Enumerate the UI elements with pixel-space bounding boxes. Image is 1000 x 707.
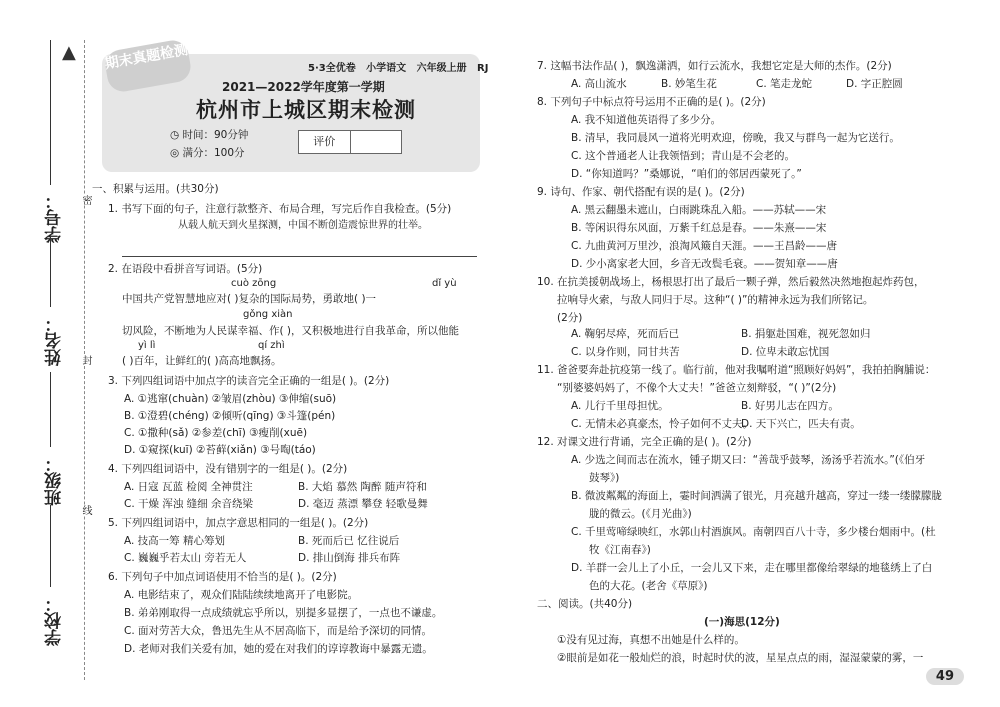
question-3: 3. 下列四组词语中加点字的读音完全正确的一组是( )。(2分) xyxy=(108,375,390,387)
q2-line-3: ( )百年，让鲜红的( )高高地飘扬。 xyxy=(122,355,282,367)
page-number: 49 xyxy=(926,668,964,685)
name-line xyxy=(50,235,51,307)
evaluation-box xyxy=(298,130,402,154)
q2-line-1: 中国共产党智慧地应对( )复杂的国际局势，勇敢地( )一 xyxy=(122,293,377,305)
student-id-label: 学号： xyxy=(45,192,65,243)
q11-option-a[interactable]: A. 儿行千里母担忧。 xyxy=(571,400,669,412)
q5-option-c[interactable]: C. 巍巍乎若太山 旁若无人 xyxy=(124,552,247,564)
part1-heading: 一、积累与运用。(共30分) xyxy=(92,183,219,195)
q10-option-d[interactable]: D. 位卑未敢忘忧国 xyxy=(741,346,830,358)
exam-time: ◷ 时间：90分钟 xyxy=(170,129,249,141)
school-year: 2021—2022学年度第一学期 xyxy=(222,80,385,94)
q5-option-a[interactable]: A. 技高一筹 精心筹划 xyxy=(124,535,226,547)
q3-option-c[interactable]: C. ①撒种(sǎ) ②参差(chī) ③瘦削(xuē) xyxy=(124,427,308,439)
exam-title: 杭州市上城区期末检测 xyxy=(196,98,416,122)
final-exam-badge: 期末真题检测 xyxy=(103,38,193,94)
seal-mark-xian: 线 xyxy=(80,505,91,515)
q5-option-d[interactable]: D. 排山倒海 排兵布阵 xyxy=(298,552,401,564)
question-12: 12. 对课文进行背诵，完全正确的是( )。(2分) xyxy=(537,436,752,448)
evaluation-label: 评价 xyxy=(299,131,351,153)
q5-option-b[interactable]: B. 死而后已 忆往说后 xyxy=(298,535,400,547)
q2-line-2: 切风险，不断地为人民谋幸福、作( )，又积极地进行自我革命，所以他能 xyxy=(122,325,460,337)
q1-sentence: 从载人航天到火星探测，中国不断创造震惊世界的壮举。 xyxy=(178,220,428,231)
q6-option-a[interactable]: A. 电影结束了，观众们陆陆续续地离开了电影院。 xyxy=(124,589,359,601)
q9-option-c[interactable]: C. 九曲黄河万里沙，浪淘风簸自天涯。——王昌龄——唐 xyxy=(571,240,838,252)
series-info: 5·3全优卷 小学语文 六年级上册 RJ xyxy=(308,63,489,74)
q8-option-c[interactable]: C. 这个普通老人让我领悟到；青山是不会老的。 xyxy=(571,150,796,162)
q4-option-d[interactable]: D. 毫迈 蒸漂 攀登 轻歌曼舞 xyxy=(298,498,428,510)
question-10-line-3: (2分) xyxy=(557,312,583,324)
reading-paragraph-1: ①没有见过海，真想不出她是什么样的。 xyxy=(557,634,745,646)
question-8: 8. 下列句子中标点符号运用不正确的是( )。(2分) xyxy=(537,96,766,108)
q11-option-d[interactable]: D. 天下兴亡，匹夫有责。 xyxy=(741,418,861,430)
q12-option-c[interactable]: C. 千里莺啼绿映红，水郭山村酒旗风。南朝四百八十寺，多少楼台烟雨中。(杜 xyxy=(571,526,936,538)
q7-option-b[interactable]: B. 妙笔生花 xyxy=(661,78,717,90)
question-11: 11. 爸爸要奔赴抗疫第一线了。临行前，他对我嘱咐道“照顾好妈妈”，我拍拍胸脯说： xyxy=(537,364,936,376)
question-11-line-2: “别婆婆妈妈了，不像个大丈夫！”爸爸立刻辩驳，“( )”(2分) xyxy=(557,382,837,394)
question-4: 4. 下列四组词语中，没有错别字的一组是( )。(2分) xyxy=(108,463,348,475)
q11-option-b[interactable]: B. 好男儿志在四方。 xyxy=(741,400,839,412)
q3-option-b[interactable]: B. ①澄碧(chéng) ②倾听(qīng) ③斗篷(pén) xyxy=(124,410,336,422)
q10-option-a[interactable]: A. 鞠躬尽瘁，死而后已 xyxy=(571,328,680,340)
question-10: 10. 在抗美援朝战场上，杨根思打出了最后一颗子弹，然后毅然决然地抱起炸药包， xyxy=(537,276,925,288)
q9-option-b[interactable]: B. 等闲识得东风面，万紫千红总是春。——朱熹——宋 xyxy=(571,222,827,234)
reading-title: (一)海思(12分) xyxy=(704,616,780,628)
q8-option-d[interactable]: D. “你知道吗？”桑娜说，“咱们的邻居西蒙死了。” xyxy=(571,168,802,180)
question-9: 9. 诗句、作家、朝代搭配有误的是( )。(2分) xyxy=(537,186,745,198)
q4-option-a[interactable]: A. 日寇 瓦蓝 检阅 全神贯注 xyxy=(124,481,253,493)
school-label: 学校： xyxy=(45,595,65,646)
question-10-line-2: 拉响导火索，与敌人同归于尽。这种“( )”的精神永远为我们所铭记。 xyxy=(557,294,874,306)
name-label: 姓名： xyxy=(45,315,65,366)
q2-pinyin-1: cuò zōng xyxy=(231,278,277,289)
q2-pinyin-3: gǒng xiàn xyxy=(243,309,293,320)
part2-heading: 二、阅读。(共40分) xyxy=(537,598,633,610)
q1-writing-line[interactable] xyxy=(122,238,477,257)
q4-option-b[interactable]: B. 大焰 慕然 陶醉 随声符和 xyxy=(298,481,427,493)
question-6: 6. 下列句子中加点词语使用不恰当的是( )。(2分) xyxy=(108,571,337,583)
q12-option-a[interactable]: A. 少选之间而志在流水，锺子期又曰：“善哉乎鼓琴，汤汤乎若流水。”(《伯牙 xyxy=(571,454,926,466)
q4-option-c[interactable]: C. 干燥 浑浊 缝细 余音绕梁 xyxy=(124,498,254,510)
q8-option-b[interactable]: B. 清早，我同晨风一道将光明欢迎，傍晚，我又与群鸟一起为它送行。 xyxy=(571,132,900,144)
reading-paragraph-2: ②眼前是如花一般灿烂的浪，时起时伏的波，星星点点的雨，湿湿蒙蒙的雾，一 xyxy=(557,652,924,664)
q8-option-a[interactable]: A. 我不知道他英语得了多少分。 xyxy=(571,114,722,126)
question-7: 7. 这幅书法作品( )，飘逸潇洒，如行云流水，我想它定是大师的杰作。(2分) xyxy=(537,60,892,72)
q9-option-d[interactable]: D. 少小离家老大回，乡音无改鬓毛衰。——贺知章——唐 xyxy=(571,258,838,270)
q6-option-c[interactable]: C. 面对劳苦大众，鲁迅先生从不居高临下，而是给予深切的同情。 xyxy=(124,625,433,637)
q12-option-b-cont: 胧的微云。(《月光曲》) xyxy=(589,508,692,520)
q12-option-c-cont: 牧《江南春》) xyxy=(589,544,651,556)
q2-pinyin-2: dǐ yù xyxy=(432,278,457,289)
student-id-line xyxy=(50,40,51,185)
q7-option-d[interactable]: D. 字正腔圆 xyxy=(846,78,903,90)
q3-option-a[interactable]: A. ①逃窜(chuàn) ②皱眉(zhòu) ③伸缩(suō) xyxy=(124,393,337,405)
seal-mark-feng: 封 xyxy=(80,355,91,365)
school-line xyxy=(50,505,51,587)
question-5: 5. 下列四组词语中，加点字意思相同的一组是( )。(2分) xyxy=(108,517,369,529)
q10-option-b[interactable]: B. 捐躯赴国难，视死忽如归 xyxy=(741,328,871,340)
rocket-icon: ▲ xyxy=(62,42,76,63)
q6-option-d[interactable]: D. 老师对我们关爱有加，她的爱在对我们的谆谆教诲中暴露无遗。 xyxy=(124,643,433,655)
q12-option-b[interactable]: B. 微波粼粼的海面上，霎时间洒满了银光，月亮越升越高，穿过一缕一缕朦朦胧 xyxy=(571,490,942,502)
q2-pinyin-5: qí zhì xyxy=(258,340,285,351)
q12-option-a-cont: 鼓琴》) xyxy=(589,472,620,484)
q6-option-b[interactable]: B. 弟弟刚取得一点成绩就忘乎所以，别提多显摆了，一点也不谦虚。 xyxy=(124,607,443,619)
evaluation-cell[interactable] xyxy=(351,131,402,153)
q7-option-c[interactable]: C. 笔走龙蛇 xyxy=(756,78,813,90)
exam-full-score: ◎ 满分：100分 xyxy=(170,147,245,159)
q10-option-c[interactable]: C. 以身作则，同甘共苦 xyxy=(571,346,680,358)
q3-option-d[interactable]: D. ①窥探(kuī) ②苔藓(xiǎn) ③号啕(táo) xyxy=(124,444,316,456)
q11-option-c[interactable]: C. 无情未必真豪杰，怜子如何不丈夫。 xyxy=(571,418,754,430)
q2-pinyin-4: yì lì xyxy=(138,340,156,351)
class-label: 班级： xyxy=(45,455,65,506)
q12-option-d-cont: 色的大花。(老舍《草原》) xyxy=(589,580,708,592)
q9-option-a[interactable]: A. 黑云翻墨未遮山，白雨跳珠乱入船。——苏轼——宋 xyxy=(571,204,827,216)
class-line xyxy=(50,372,51,447)
q12-option-d[interactable]: D. 羊群一会儿上了小丘，一会儿又下来，走在哪里都像给翠绿的地毯绣上了白 xyxy=(571,562,933,574)
q7-option-a[interactable]: A. 高山流水 xyxy=(571,78,627,90)
question-2: 2. 在语段中看拼音写词语。(5分) xyxy=(108,263,263,275)
seal-mark-mi: 密 xyxy=(80,195,91,205)
question-1: 1. 书写下面的句子，注意行款整齐、布局合理，写完后作自我检查。(5分) xyxy=(108,203,452,215)
